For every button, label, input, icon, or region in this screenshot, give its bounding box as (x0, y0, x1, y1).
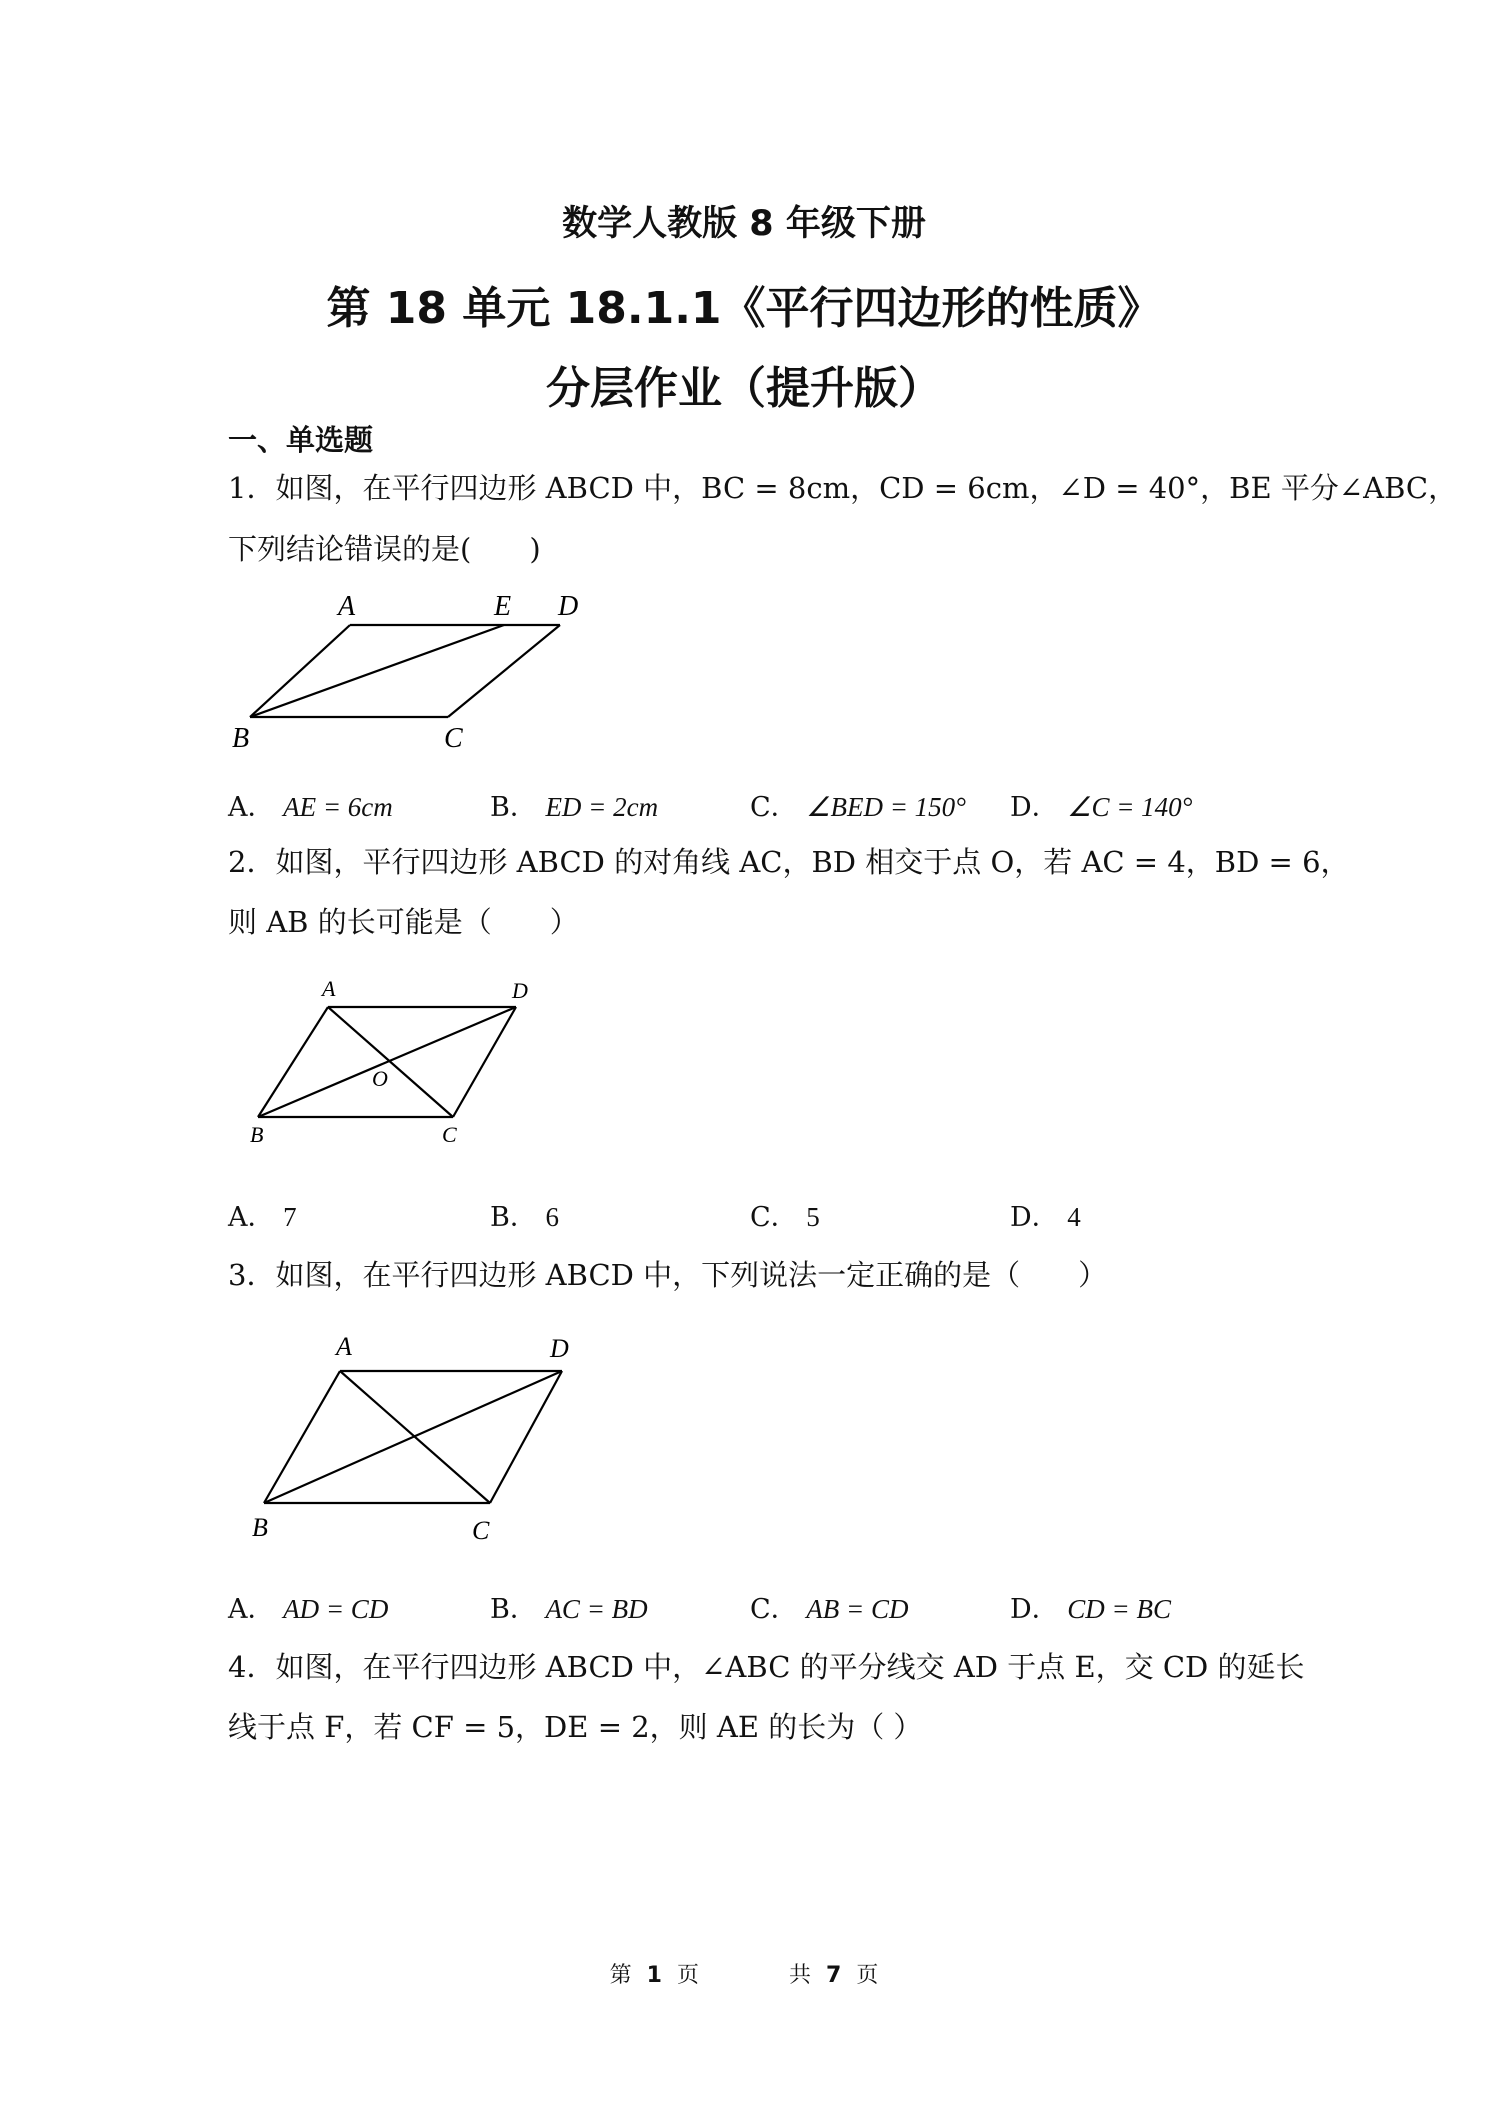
q3-label-d: D (550, 1334, 569, 1363)
q1-option-b[interactable]: B． ED = 2cm (490, 792, 659, 823)
q2-option-c[interactable]: C． 5 (750, 1202, 820, 1233)
question-1-figure (228, 585, 608, 760)
footer-total-post: 页 (856, 1963, 879, 1988)
q2-option-d[interactable]: D． 4 (1010, 1202, 1081, 1233)
q1-label-c: C (444, 723, 463, 754)
page-footer (0, 1958, 1488, 1989)
q3-label-a: A (336, 1332, 352, 1361)
q2-label-o: O (372, 1066, 388, 1091)
document-subtitle: 数学人教版 8 年级下册 (562, 204, 926, 244)
q1-option-d[interactable]: D． ∠C = 140° (1010, 792, 1193, 823)
q3-label-c: C (472, 1516, 490, 1545)
q1-label-d: D (558, 591, 579, 622)
q2-label-d: D (512, 978, 528, 1003)
question-2-figure (238, 970, 558, 1150)
footer-total-number: 7 (826, 1963, 842, 1988)
section-title: 一、单选题 (228, 423, 374, 457)
question-4-line-1: 4．如图，在平行四边形 ABCD 中，∠ABC 的平分线交 AD 于点 E，交 CD 的延长 (228, 1650, 1305, 1684)
q1-label-b: B (232, 723, 250, 754)
question-2-line-2: 则 AB 的长可能是（ ） (228, 905, 579, 939)
footer-total-pre: 共 (789, 1963, 812, 1988)
q3-option-a[interactable]: A． AD = CD (228, 1594, 389, 1625)
q1-label-a: A (338, 591, 356, 622)
q2-diagonal-ac (328, 1007, 453, 1117)
q3-label-b: B (252, 1513, 268, 1542)
footer-page-number: 1 (646, 1963, 662, 1988)
q2-option-b[interactable]: B． 6 (490, 1202, 559, 1233)
q2-option-a[interactable]: A． 7 (228, 1202, 297, 1233)
q2-diagonal-bd (258, 1007, 516, 1117)
document-subtitle-2: 分层作业（提升版） (546, 363, 942, 414)
q2-segment-cd (453, 1007, 516, 1117)
q3-option-d[interactable]: D． CD = BC (1010, 1594, 1171, 1625)
q1-option-c[interactable]: C． ∠BED = 150° (750, 792, 966, 823)
q3-option-b[interactable]: B． AC = BD (490, 1594, 648, 1625)
q3-segment-ab (264, 1371, 340, 1503)
question-1-line-1: 1．如图，在平行四边形 ABCD 中，BC = 8cm，CD = 6cm，∠D = 40°，BE 平分∠ABC， (228, 471, 1458, 505)
q2-segment-ab (258, 1007, 328, 1117)
q2-label-c: C (442, 1122, 457, 1147)
q2-label-a: A (322, 976, 336, 1001)
q3-segment-cd (490, 1371, 562, 1503)
question-4-line-2: 线于点 F，若 CF = 5，DE = 2，则 AE 的长为（ ） (228, 1710, 923, 1744)
question-2-line-1: 2．如图，平行四边形 ABCD 的对角线 AC，BD 相交于点 O，若 AC = 4，BD = 6， (228, 845, 1350, 879)
question-3-line-1: 3．如图，在平行四边形 ABCD 中，下列说法一定正确的是（ ） (228, 1258, 1108, 1292)
question-1-line-2: 下列结论错误的是( ) (228, 532, 541, 566)
footer-page-pre: 第 (609, 1963, 632, 1988)
q3-diagonal-bd (264, 1371, 562, 1503)
question-3-figure (240, 1325, 590, 1555)
q2-label-b: B (250, 1122, 264, 1147)
document-title: 第 18 单元 18.1.1《平行四边形的性质》 (326, 283, 1162, 334)
q1-segment-ab (250, 625, 350, 717)
q3-option-c[interactable]: C． AB = CD (750, 1594, 909, 1625)
footer-page-post: 页 (676, 1963, 699, 1988)
q1-option-a[interactable]: A． AE = 6cm (228, 792, 393, 823)
q1-label-e: E (494, 591, 512, 622)
